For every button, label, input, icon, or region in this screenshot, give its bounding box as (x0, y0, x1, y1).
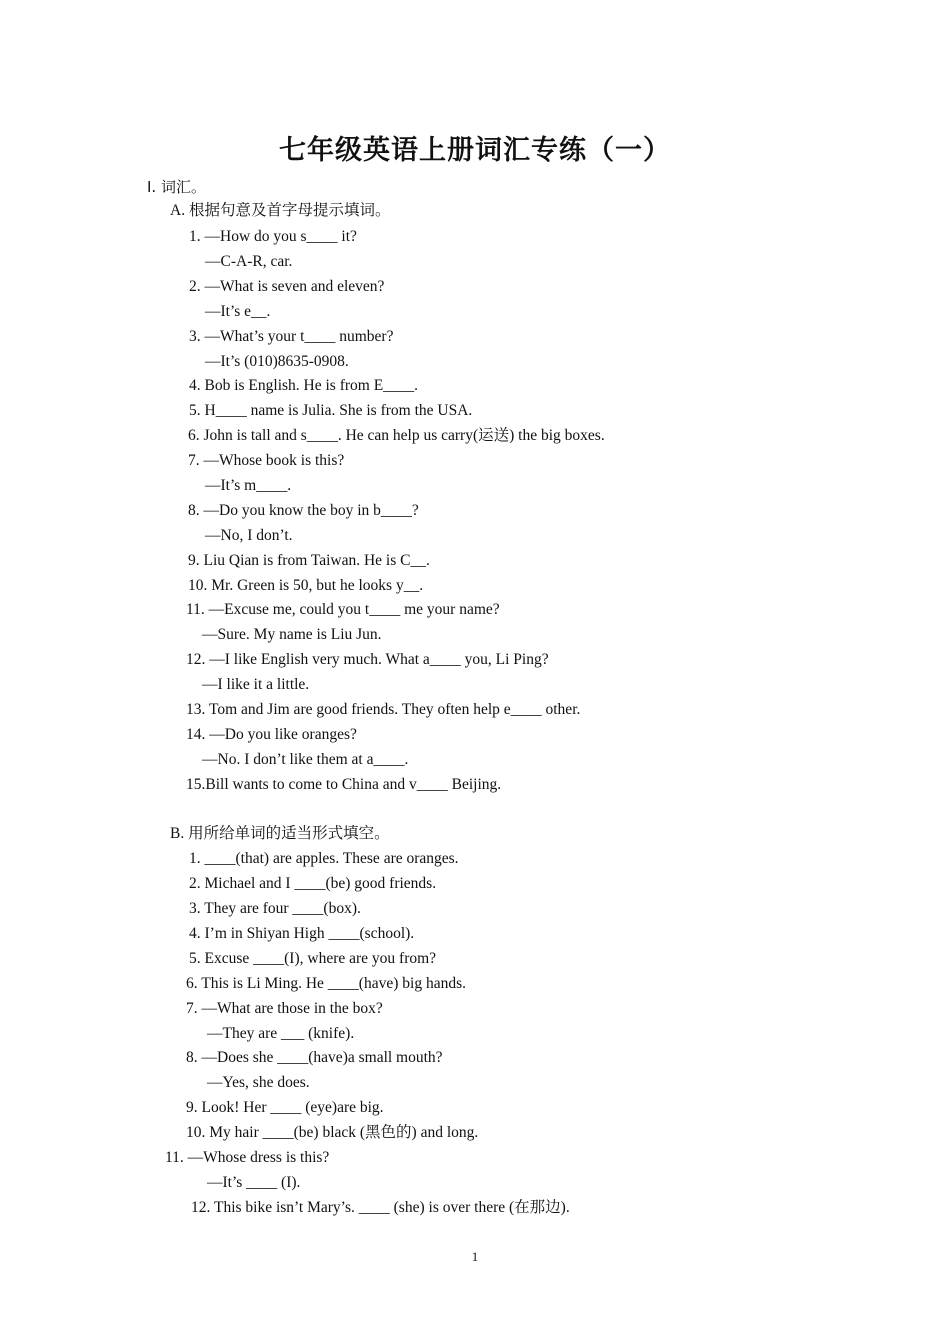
exercise-line: —It’s ____ (I). (207, 1174, 301, 1191)
exercise-line: 3. They are four ____(box). (189, 900, 361, 917)
exercise-line: 6. This is Li Ming. He ____(have) big hands. (186, 975, 466, 992)
exercise-line: 8. —Do you know the boy in b____? (188, 502, 419, 519)
exercise-line: 12. —I like English very much. What a____ you, Li Ping? (186, 651, 549, 668)
page-title: 七年级英语上册词汇专练（一） (279, 135, 671, 166)
exercise-line: —No, I don’t. (205, 527, 293, 544)
exercise-line: 1. —How do you s____ it? (189, 228, 357, 245)
exercise-line: 9. Liu Qian is from Taiwan. He is C__. (188, 552, 430, 569)
exercise-line: 11. —Whose dress is this? (165, 1149, 330, 1166)
exercise-line: 15.Bill wants to come to China and v____ Beijing. (186, 776, 502, 793)
exercise-line: —Yes, she does. (207, 1074, 310, 1091)
part-a-heading: A. 根据句意及首字母提示填词。 (170, 202, 391, 219)
exercise-line: 13. Tom and Jim are good friends. They often help e____ other. (186, 701, 581, 718)
exercise-line: 7. —What are those in the box? (186, 1000, 383, 1017)
part-b-heading: B. 用所给单词的适当形式填空。 (170, 825, 390, 842)
exercise-line: 6. John is tall and s____. He can help us carry(运送) the big boxes. (188, 427, 605, 444)
page-number: 1 (471, 1249, 479, 1264)
exercise-line: 10. Mr. Green is 50, but he looks y__. (188, 577, 424, 594)
exercise-line: 11. —Excuse me, could you t____ me your name? (186, 601, 500, 618)
exercise-line: —It’s m____. (205, 477, 292, 494)
exercise-line: 3. —What’s your t____ number? (189, 328, 394, 345)
exercise-line: 2. —What is seven and eleven? (189, 278, 385, 295)
exercise-line: —They are ___ (knife). (207, 1025, 355, 1042)
exercise-line: 14. —Do you like oranges? (186, 726, 357, 743)
exercise-line: 10. My hair ____(be) black (黑色的) and long. (186, 1124, 479, 1141)
exercise-line: 5. H____ name is Julia. She is from the USA. (189, 402, 473, 419)
exercise-line: 4. I’m in Shiyan High ____(school). (189, 925, 415, 942)
exercise-line: —It’s (010)8635-0908. (205, 353, 349, 370)
exercise-line: —C-A-R, car. (205, 253, 293, 270)
exercise-line: 12. This bike isn’t Mary’s. ____ (she) is over there (在那边). (191, 1199, 570, 1216)
exercise-line: 8. —Does she ____(have)a small mouth? (186, 1049, 443, 1066)
exercise-line: 7. —Whose book is this? (188, 452, 345, 469)
exercise-line: —It’s e__. (205, 303, 271, 320)
exercise-line: 5. Excuse ____(I), where are you from? (189, 950, 437, 967)
exercise-line: —No. I don’t like them at a____. (202, 751, 409, 768)
exercise-line: 1. ____(that) are apples. These are oranges. (189, 850, 459, 867)
exercise-line: 2. Michael and I ____(be) good friends. (189, 875, 437, 892)
exercise-line: 4. Bob is English. He is from E____. (189, 377, 419, 394)
exercise-line: —I like it a little. (202, 676, 310, 693)
exercise-line: 9. Look! Her ____ (eye)are big. (186, 1099, 384, 1116)
exercise-line: —Sure. My name is Liu Jun. (202, 626, 382, 643)
section-heading: Ⅰ. 词汇。 (147, 178, 206, 196)
